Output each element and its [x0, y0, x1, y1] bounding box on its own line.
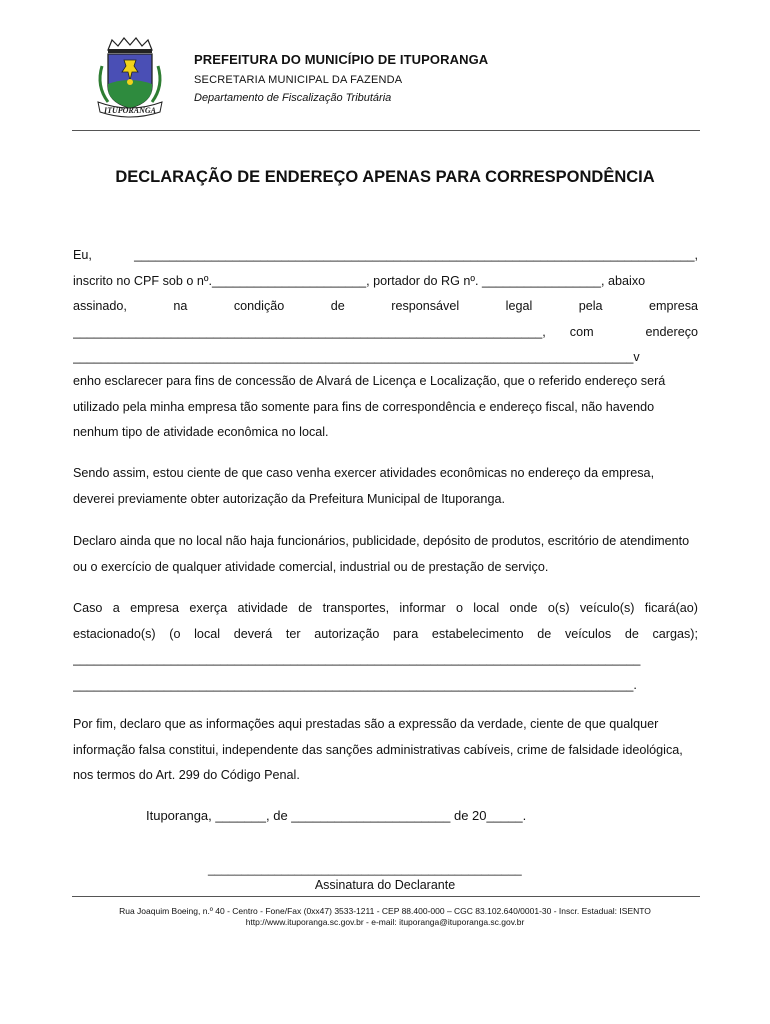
eu-label: Eu,	[73, 248, 92, 262]
paragraph-line: enho esclarecer para fins de concessão de Alvará de Licença e Localização, que o referido endereço será	[73, 374, 666, 388]
paragraph-line: estacionado(s) (o local deverá ter autorização para estabelecimento de veículos de cargas);	[73, 626, 698, 641]
footer-address: Rua Joaquim Boeing, n.º 40 - Centro - Fone/Fax (0xx47) 3533-1211 - CEP 88.400-000 – CGC 83.102.640/0001-30 - Inscr. Estadual: ISENTO	[119, 906, 651, 916]
word: pela	[578, 299, 603, 313]
word: responsável	[391, 299, 460, 313]
word: empresa	[649, 299, 698, 313]
paragraph-awareness	[73, 461, 698, 512]
paragraph-truthfulness	[73, 712, 698, 789]
paragraph-line: Caso a empresa exerça atividade de transportes, informar o local onde o(s) veículo(s) ficará(ao)	[73, 601, 698, 615]
paragraph-line: Por fim, declaro que as informações aqui prestadas são a expressão da verdade, ciente de que qualquer	[73, 717, 659, 731]
paragraph-transport	[73, 596, 698, 698]
footer	[0, 906, 770, 928]
secretariat-name: SECRETARIA MUNICIPAL DA FAZENDA	[194, 74, 403, 86]
company-address-line	[73, 320, 698, 346]
vehicle-location-blank[interactable]: ________________________________________________________________________________.	[73, 677, 637, 692]
name-field-line	[73, 243, 698, 269]
paragraph-line: nenhum tipo de atividade econômica no local.	[73, 425, 329, 439]
paragraph-line: deverei previamente obter autorização da Prefeitura Municipal de Ituporanga.	[73, 491, 505, 506]
company-name-blank[interactable]: ___________________________________________________________________,	[73, 324, 546, 339]
word: na	[173, 299, 188, 313]
vehicle-location-blank[interactable]: _________________________________________________________________________________	[73, 652, 641, 666]
signature-line[interactable]: _______________________________________________	[208, 862, 522, 876]
signature-label: Assinatura do Declarante	[314, 878, 456, 892]
paragraph-line: ou o exercício de qualquer atividade comercial, industrial ou de prestação de serviço.	[73, 559, 549, 574]
declaration-form-fields	[73, 243, 698, 371]
paragraph-purpose	[73, 369, 698, 446]
paragraph-line: utilizado pela minha empresa tão somente para fins de correspondência e endereço fiscal, não havendo	[73, 399, 655, 414]
word: de	[330, 299, 345, 313]
paragraph-line: nos termos do Art. 299 do Código Penal.	[73, 768, 300, 782]
department-name: Departamento de Fiscalização Tributária	[194, 92, 392, 104]
paragraph-no-activity	[73, 529, 698, 580]
paragraph-line: Declaro ainda que no local não haja funcionários, publicidade, depósito de produtos, escritório de atendimento	[73, 534, 690, 548]
document-title: DECLARAÇÃO DE ENDEREÇO APENAS PARA CORRESPONDÊNCIA	[115, 168, 655, 186]
word: legal	[505, 299, 533, 313]
word: com	[569, 324, 594, 339]
crest-ribbon-text: ITUPORANGA	[103, 106, 157, 115]
paragraph-line: informação falsa constitui, independente das sanções administrativas cabíveis, crime de falsidade ideológica,	[73, 742, 683, 757]
footer-contact: http://www.ituporanga.sc.gov.br - e-mail: ituporanga@ituporanga.sc.gov.br	[245, 917, 525, 927]
footer-divider	[72, 896, 700, 897]
municipal-coat-of-arms-icon	[94, 36, 166, 118]
place-date-line[interactable]: Ituporanga, _______, de ______________________ de 20_____.	[146, 808, 527, 823]
word: condição	[233, 299, 285, 313]
address-blank[interactable]: ________________________________________________________________________________v	[73, 350, 640, 364]
word: assinado,	[73, 299, 127, 313]
paragraph-line: Sendo assim, estou ciente de que caso venha exercer atividades econômicas no endereço da empresa,	[73, 466, 655, 480]
company-condition-line	[73, 294, 698, 320]
name-blank[interactable]: ________________________________________________________________________________,	[134, 248, 698, 262]
letterhead	[94, 36, 704, 122]
cpf-rg-line[interactable]: inscrito no CPF sob o nº.______________________, portador do RG nº. _________________, abaixo	[73, 273, 646, 288]
header-divider	[72, 130, 700, 131]
municipality-title: PREFEITURA DO MUNICÍPIO DE ITUPORANGA	[194, 52, 489, 67]
word: endereço	[645, 324, 698, 339]
